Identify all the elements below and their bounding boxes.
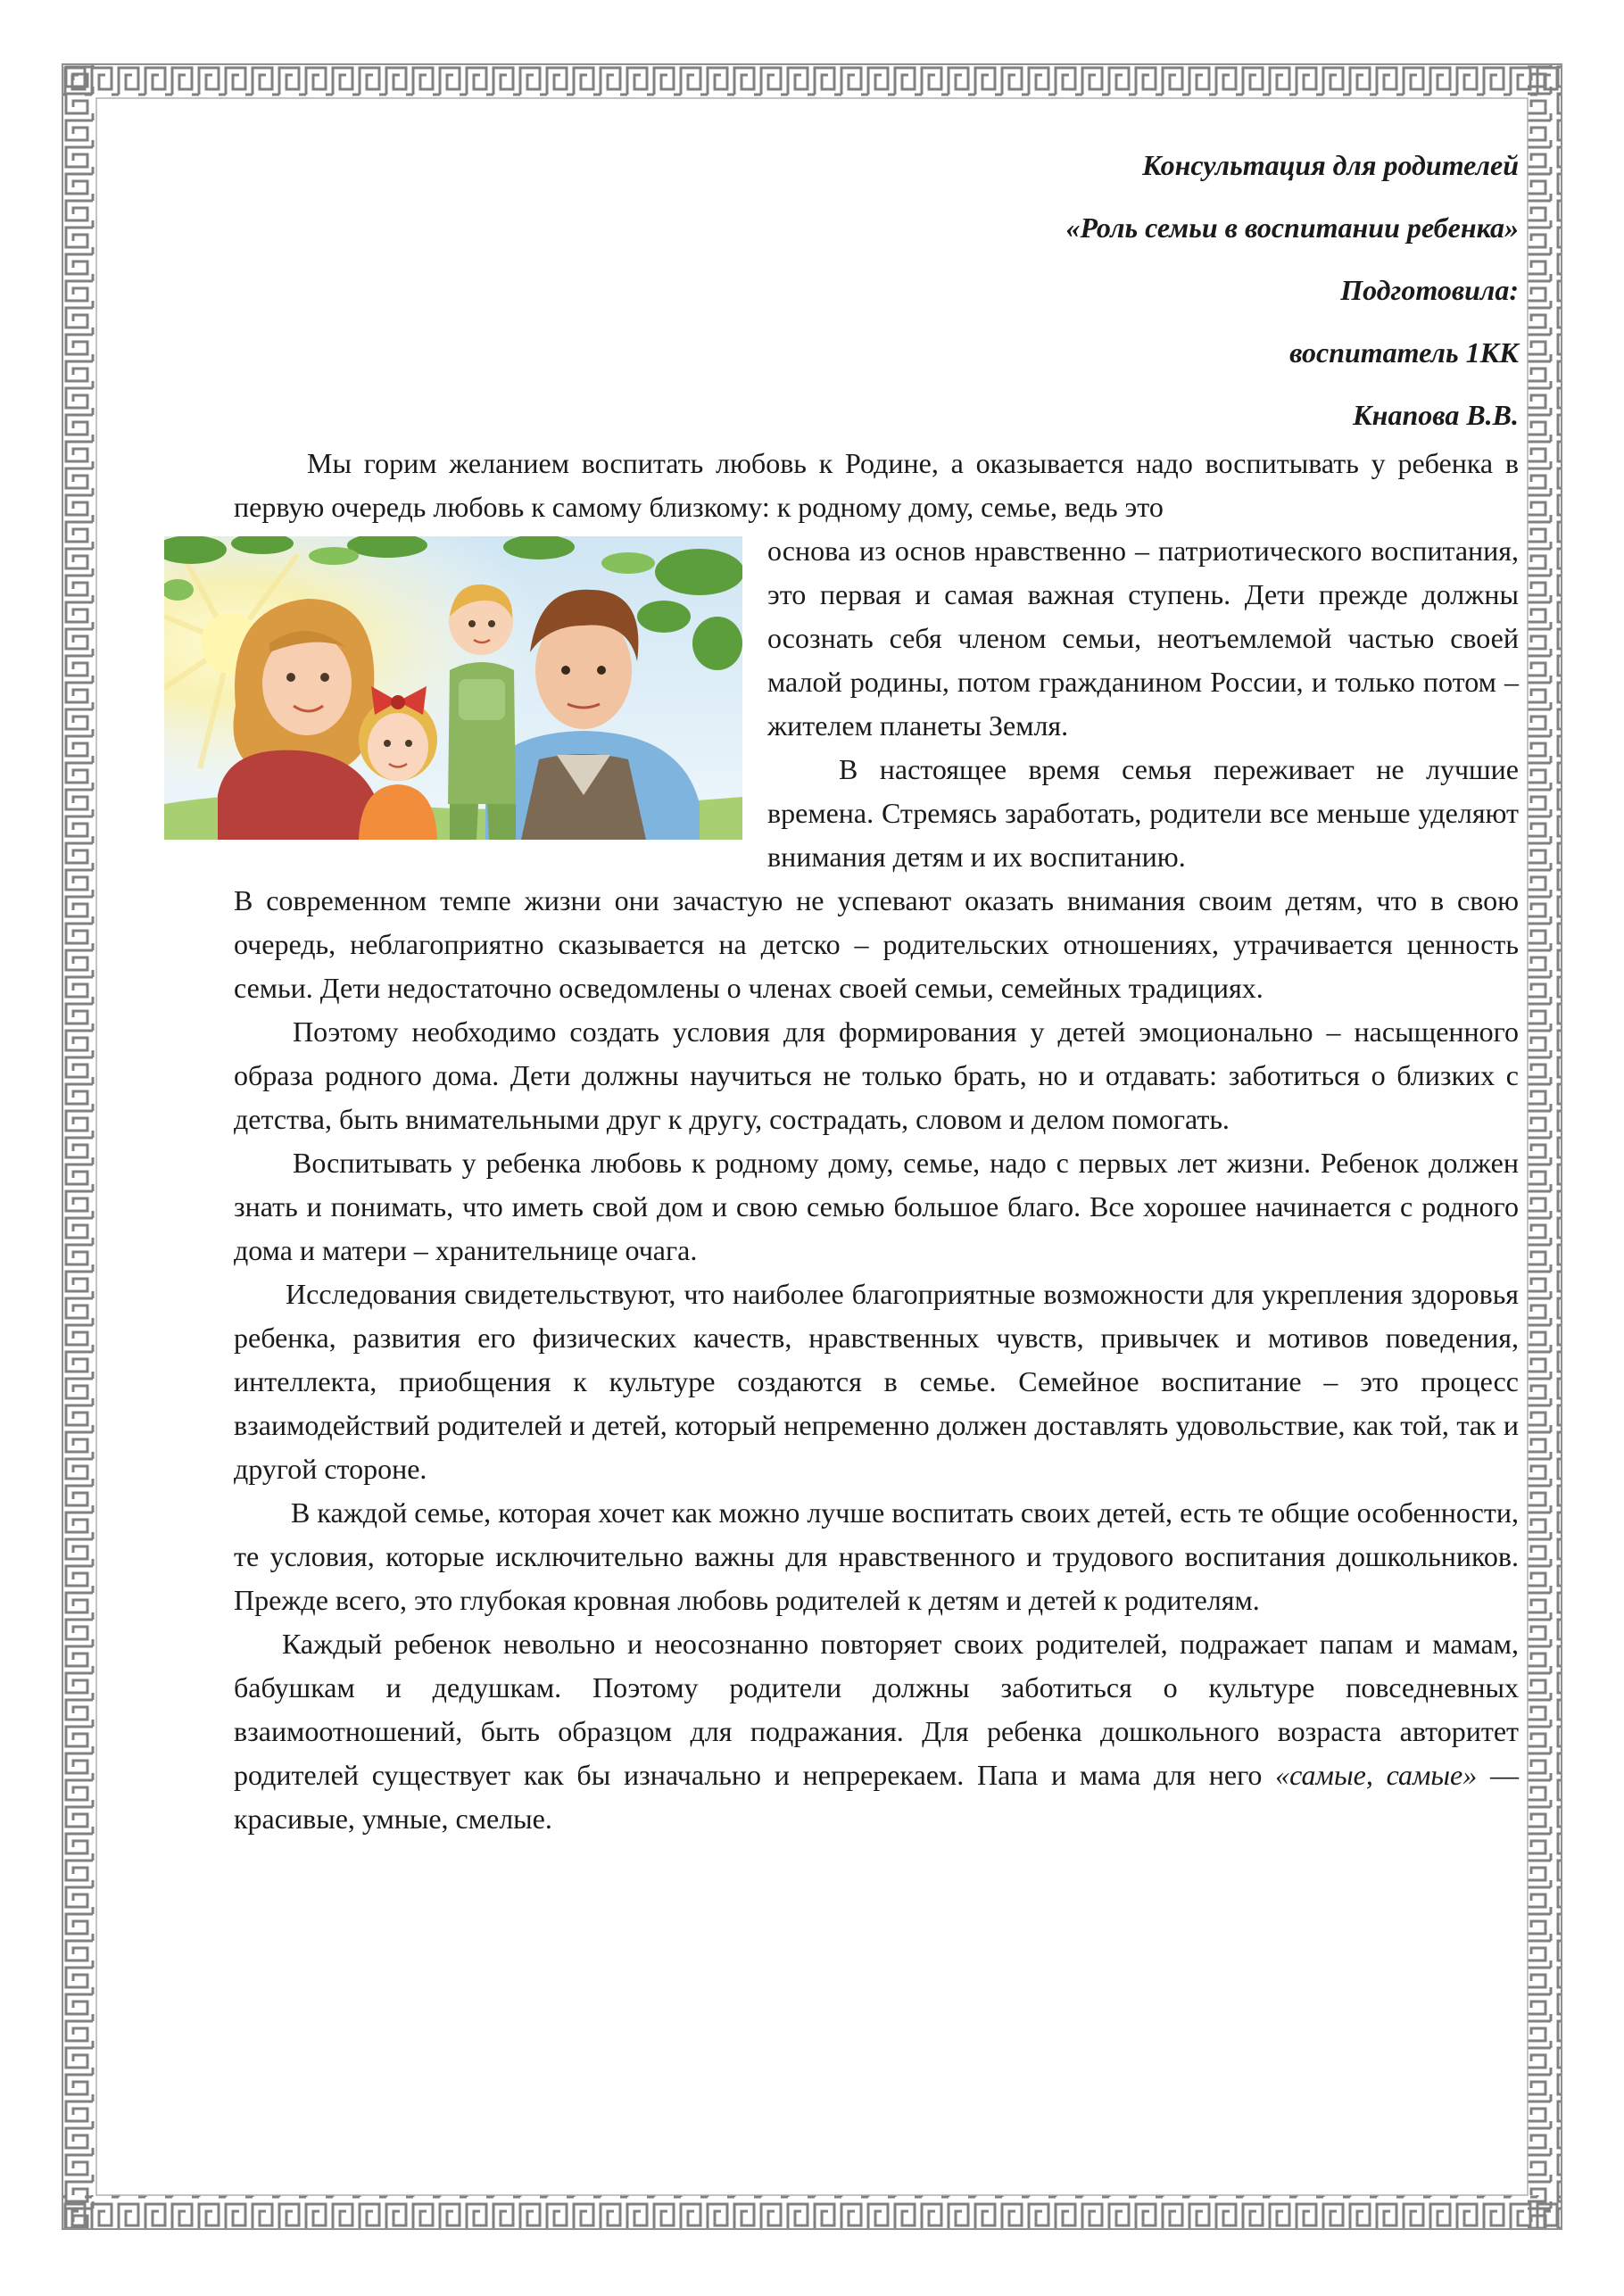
document-header <box>234 147 1519 433</box>
paragraph-2: В настоящее время семья переживает не лучшие времена. Стремясь заработать, родители все меньше уделяют внимания детям и их воспитанию. <box>767 753 1519 873</box>
paragraph-5: Воспитывать у ребенка любовь к родному дому, семье, надо с первых лет жизни. Ребенок должен знать и понимать, что иметь свой дом и свою семью большое благо. Все хорошее начинается с родного дома и матери – хранительнице очага. <box>234 1147 1519 1266</box>
header-prepared-by: Подготовила: <box>1340 274 1519 306</box>
document-body <box>234 442 1519 1841</box>
paragraph-4: Поэтому необходимо создать условия для формирования у детей эмоционально – насыщенного образа родного дома. Дети должны научиться не только брать, но и отдавать: заботиться о близких с детства, быть внимательными друг к другу, сострадать, словом и делом помогать. <box>234 1015 1519 1135</box>
family-illustration <box>164 536 742 847</box>
paragraph-1-text: Мы горим желанием воспитать любовь к Родине, а оказывается надо воспитывать у ребенка в первую очередь любовь к самому близкому: к родному дому, семье, ведь это <box>234 447 1519 523</box>
paragraph-1 <box>234 442 1519 748</box>
paragraph-6: Исследования свидетельствуют, что наиболее благоприятные возможности для укрепления здоровья ребенка, развития его физических качеств, нравственных чувств, привычек и мотивов поведения, интеллекта, приобщения к культуре создаются в семье. Семейное воспитание – это процесс взаимодействий родителей и детей, который непременно должен доставлять удовольствие, как той, так и другой стороне. <box>234 1278 1519 1485</box>
header-title: «Роль семьи в воспитании ребенка» <box>1065 211 1519 244</box>
paragraph-8-quote: «самые, самые» <box>1275 1759 1478 1791</box>
paragraph-1-text-continued: основа из основ нравственно – патриотического воспитания, это первая и самая важная ступень. Дети прежде должны осознать себя членом семьи, неотъемлемой частью своей малой родины, потом гражданином России, и только потом – жителем планеты Земля. <box>767 535 1519 742</box>
document-content <box>234 147 1519 1841</box>
paragraph-8-end: — красивые, умные, смелые. <box>234 1759 1520 1835</box>
header-consultation: Консультация для родителей <box>1142 149 1519 181</box>
header-position: воспитатель 1КК <box>1289 336 1519 369</box>
paragraph-8 <box>234 1622 1519 1841</box>
family-picture <box>164 536 742 840</box>
header-author: Кнапова В.В. <box>1352 399 1519 431</box>
paragraph-8-text: Каждый ребенок невольно и неосознанно повторяет своих родителей, подражает папам и мамам, бабушкам и дедушкам. Поэтому родители должны заботиться о культуре повседневных взаимоотношений, быть образцом для подражания. Для ребенка дошкольного возраста авторитет родителей существует как бы изначально и непререкаем. Папа и мама для него <box>234 1628 1519 1791</box>
paragraph-3: В современном темпе жизни они зачастую не успевают оказать внимания своим детям, что в свою очередь, неблагоприятно сказывается на детско – родительских отношениях, утрачивается ценность семьи. Дети недостаточно осведомлены о членах своей семьи, семейных традициях. <box>234 884 1519 1004</box>
paragraph-7: В каждой семье, которая хочет как можно лучше воспитать своих детей, есть те общие особенности, те условия, которые исключительно важны для нравственного и трудового воспитания дошкольников. Прежде всего, это глубокая кровная любовь родителей к детям и детей к родителям. <box>234 1496 1519 1616</box>
